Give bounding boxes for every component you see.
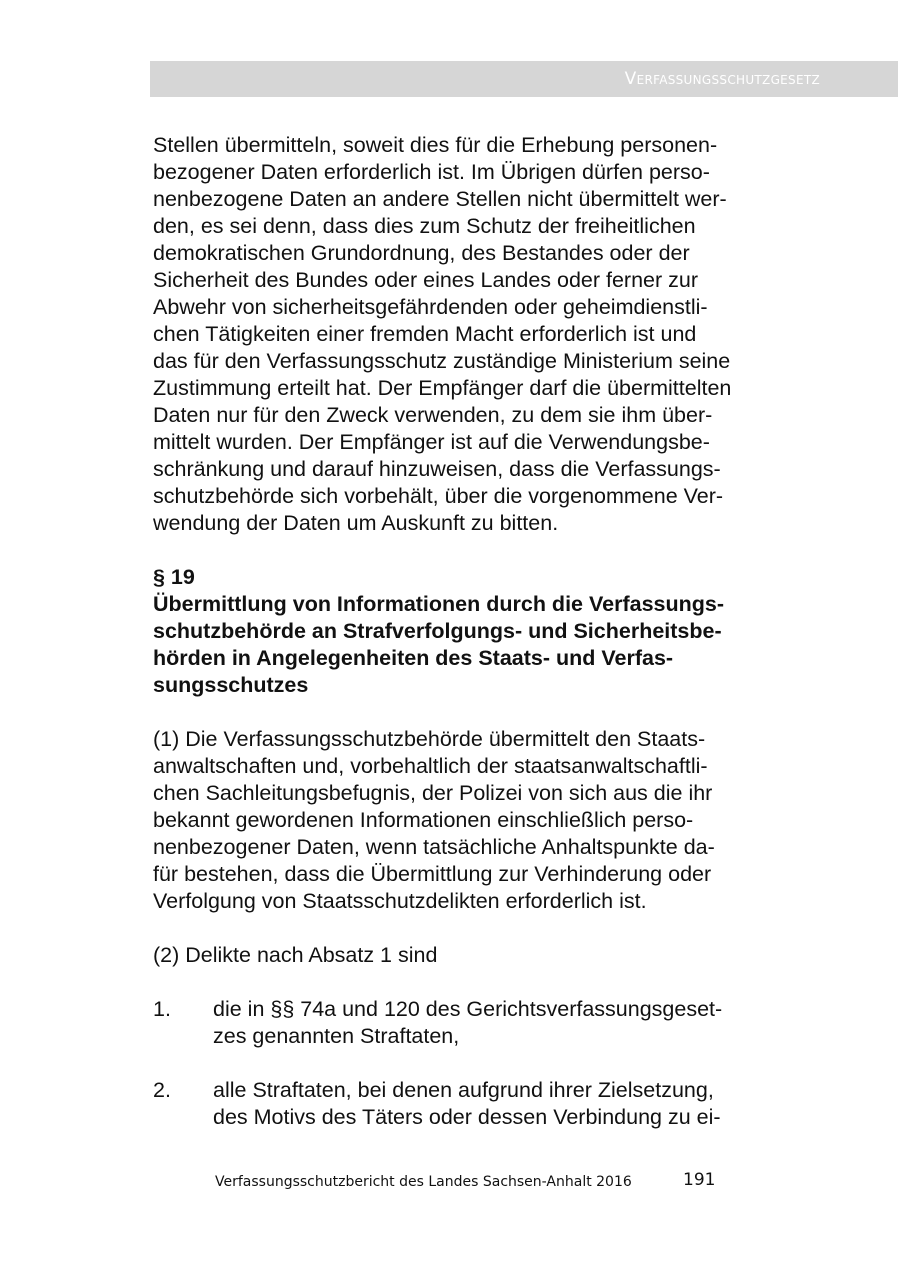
text-line: demokratischen Grundordnung, des Bestandes oder der — [153, 241, 690, 265]
text-line: die in §§ 74a und 120 des Gerichtsverfassungsgeset- — [213, 997, 723, 1021]
page-body — [153, 132, 793, 1131]
section-heading — [153, 564, 793, 699]
section-title-line: schutzbehörde an Strafverfolgungs- und Sicherheitsbe- — [153, 619, 722, 643]
text-line: Verfolgung von Staatsschutzdelikten erforderlich ist. — [153, 889, 647, 913]
list-item — [153, 996, 793, 1050]
text-line: chen Sachleitungsbefugnis, der Polizei von sich aus die ihr — [153, 781, 713, 805]
paragraph-gap — [153, 537, 793, 564]
text-line: nenbezogene Daten an andere Stellen nicht übermittelt wer- — [153, 187, 727, 211]
text-line: das für den Verfassungsschutz zuständige Ministerium seine — [153, 349, 731, 373]
section-title-line: hörden in Angelegenheiten des Staats- und Verfas- — [153, 646, 674, 670]
section-number: § 19 — [153, 565, 195, 589]
text-line: Zustimmung erteilt hat. Der Empfänger darf die übermittelten — [153, 376, 732, 400]
running-header-title: Verfassungsschutzgesetz — [624, 69, 820, 89]
text-line: Abwehr von sicherheitsgefährdenden oder geheimdienstli- — [153, 295, 708, 319]
text-line: Sicherheit des Bundes oder eines Landes oder ferner zur — [153, 268, 699, 292]
footer-publication-title: Verfassungsschutzbericht des Landes Sachsen-Anhalt 2016 — [215, 1174, 632, 1190]
paragraph-2 — [153, 942, 793, 969]
text-line: bezogener Daten erforderlich ist. Im Übrigen dürfen perso- — [153, 160, 710, 184]
text-line: schutzbehörde sich vorbehält, über die vorgenommene Ver- — [153, 484, 724, 508]
section-title-line: Übermittlung von Informationen durch die Verfassungs- — [153, 592, 724, 616]
paragraph-gap — [153, 915, 793, 942]
text-line: für bestehen, dass die Übermittlung zur Verhinderung oder — [153, 862, 712, 886]
list-item-number: 2. — [153, 1078, 171, 1102]
running-header — [150, 61, 898, 97]
text-line: (2) Delikte nach Absatz 1 sind — [153, 943, 438, 967]
text-line: (1) Die Verfassungsschutzbehörde übermittelt den Staats- — [153, 727, 706, 751]
section-title-line: sungsschutzes — [153, 673, 309, 697]
text-line: bekannt gewordenen Informationen einschließlich perso- — [153, 808, 694, 832]
paragraph-gap — [153, 969, 793, 996]
paragraph-1 — [153, 726, 793, 915]
paragraph-gap — [153, 1050, 793, 1077]
list-item — [153, 1077, 793, 1131]
text-line: schränkung und darauf hinzuweisen, dass die Verfassungs- — [153, 457, 721, 481]
text-line: alle Straftaten, bei denen aufgrund ihrer Zielsetzung, — [213, 1078, 714, 1102]
paragraph-intro — [153, 132, 793, 537]
text-line: des Motivs des Täters oder dessen Verbindung zu ei- — [213, 1105, 721, 1129]
paragraph-gap — [153, 699, 793, 726]
page-number: 191 — [683, 1170, 716, 1190]
text-line: Daten nur für den Zweck verwenden, zu dem sie ihm über- — [153, 403, 713, 427]
text-line: Stellen übermitteln, soweit dies für die Erhebung personen- — [153, 133, 718, 157]
text-line: den, es sei denn, dass dies zum Schutz der freiheitlichen — [153, 214, 696, 238]
text-line: zes genannten Straftaten, — [213, 1024, 460, 1048]
text-line: chen Tätigkeiten einer fremden Macht erforderlich ist und — [153, 322, 697, 346]
text-line: wendung der Daten um Auskunft zu bitten. — [153, 511, 559, 535]
list-item-number: 1. — [153, 997, 171, 1021]
section-title — [153, 591, 793, 699]
text-line: anwaltschaften und, vorbehaltlich der staatsanwaltschaftli- — [153, 754, 708, 778]
text-line: mittelt wurden. Der Empfänger ist auf die Verwendungsbe- — [153, 430, 710, 454]
text-line: nenbezogener Daten, wenn tatsächliche Anhaltspunkte da- — [153, 835, 715, 859]
